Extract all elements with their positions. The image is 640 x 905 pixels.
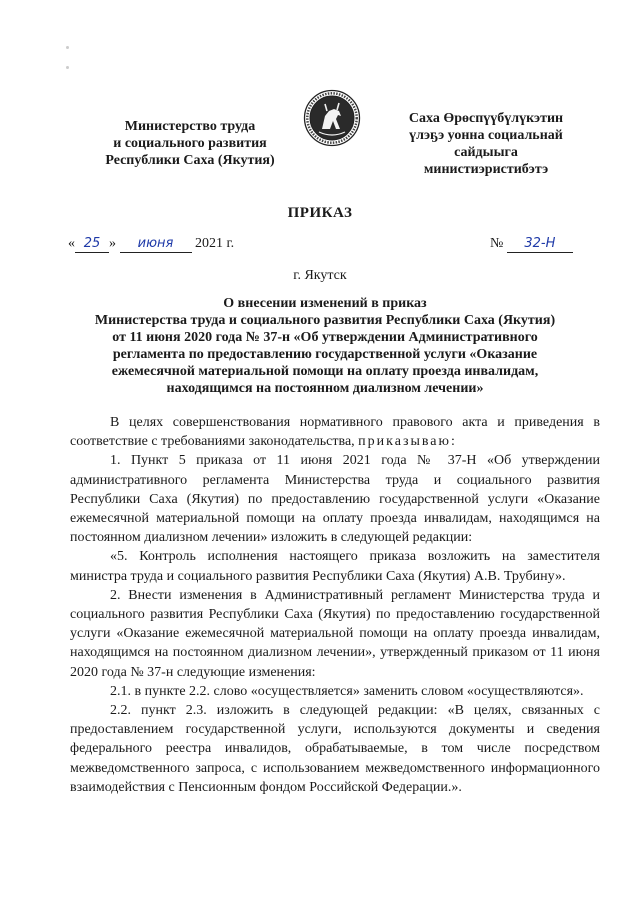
document-title: ПРИКАЗ <box>287 205 353 221</box>
handwritten-month: июня <box>137 236 174 251</box>
paragraph-2-2: 2.2. пункт 2.3. изложить в следующей редакции: «В целях, связанных с предоставлением государственной услуги, используются документы и сведения федерального реестра инвалидов, обрабатываемые, в том числе посредством межведомственного запроса, с использованием межведомственного информационного взаимодействия с Пенсионным фондом Российской Федерации.». <box>70 703 600 795</box>
ministry-name-russian <box>70 118 310 169</box>
header-left-line: Министерство труда <box>124 119 256 134</box>
order-year: 2021 г. <box>195 236 235 251</box>
handwritten-number: 32-Н <box>524 236 556 251</box>
subject-line: О внесении изменений в приказ <box>223 296 427 311</box>
subject-line: от 11 июня 2020 года № 37-н «Об утверждении Административного <box>112 330 538 345</box>
order-subject <box>90 295 560 397</box>
city-line: г. Якутск <box>293 268 347 283</box>
header-right-line: министиэристибэтэ <box>423 162 549 177</box>
subject-line: ежемесячной материальной помощи на оплату проезда инвалидам, <box>111 364 539 379</box>
order-number: № 32-Н <box>490 236 573 253</box>
header-right-line: Саха Өрөспүүбүлүкэтин <box>408 111 564 126</box>
header-right-line: үлэҕэ уонна социальнай <box>409 128 563 143</box>
paragraph-2: 2. Внести изменения в Административный регламент Министерства труда и социального развития Республики Саха (Якутия) по предоставлению государственной услуги «Оказание ежемесячной материальной помощи на оплату проезда инвалидам, находящимся на постоянном диализном лечении», утвержденный приказом от 11 июня 2020 года № 37-н следующие изменения: <box>70 587 600 680</box>
intro-paragraph: В целях совершенствования нормативного правового акта и приведения в соответствие с требованиями законодательства, приказываю: <box>70 415 600 450</box>
paragraph-2-1: 2.1. в пункте 2.2. слово «осуществляется» заменить словом «осуществляются». <box>110 683 584 699</box>
scan-mark <box>66 46 69 49</box>
scan-mark <box>66 66 69 69</box>
header-left-line: Республики Саха (Якутия) <box>105 153 275 168</box>
header-right-line: сайдыыга <box>454 145 518 160</box>
order-body <box>70 413 600 797</box>
subject-line: Министерства труда и социального развития Республики Саха (Якутия) <box>94 313 556 328</box>
handwritten-day: 25 <box>83 236 101 251</box>
subject-line: находящимся на постоянном диализном лечении» <box>166 381 484 396</box>
emblem-seal-icon <box>303 89 361 147</box>
ministry-name-yakut <box>376 110 596 178</box>
order-date: « 25 » июня 2021 г. <box>68 236 235 251</box>
header-left-line: и социального развития <box>113 136 267 151</box>
subject-line: регламента по предоставлению государственной услуги «Оказание <box>112 347 538 362</box>
paragraph-1: 1. Пункт 5 приказа от 11 июня 2021 года № 37-Н «Об утверждении административного регламента Министерства труда и социального развития Республики Саха (Якутия) по предоставлению государственной услуги «Оказание ежемесячной материальной помощи на оплату проезда инвалидам, находящимся на постоянном диализном лечении» изложить в следующей редакции: <box>70 453 600 546</box>
paragraph-1-quote: «5. Контроль исполнения настоящего приказа возложить на заместителя министра труда и социального развития Республики Саха (Якутия) А.В. Трубину». <box>70 549 600 584</box>
